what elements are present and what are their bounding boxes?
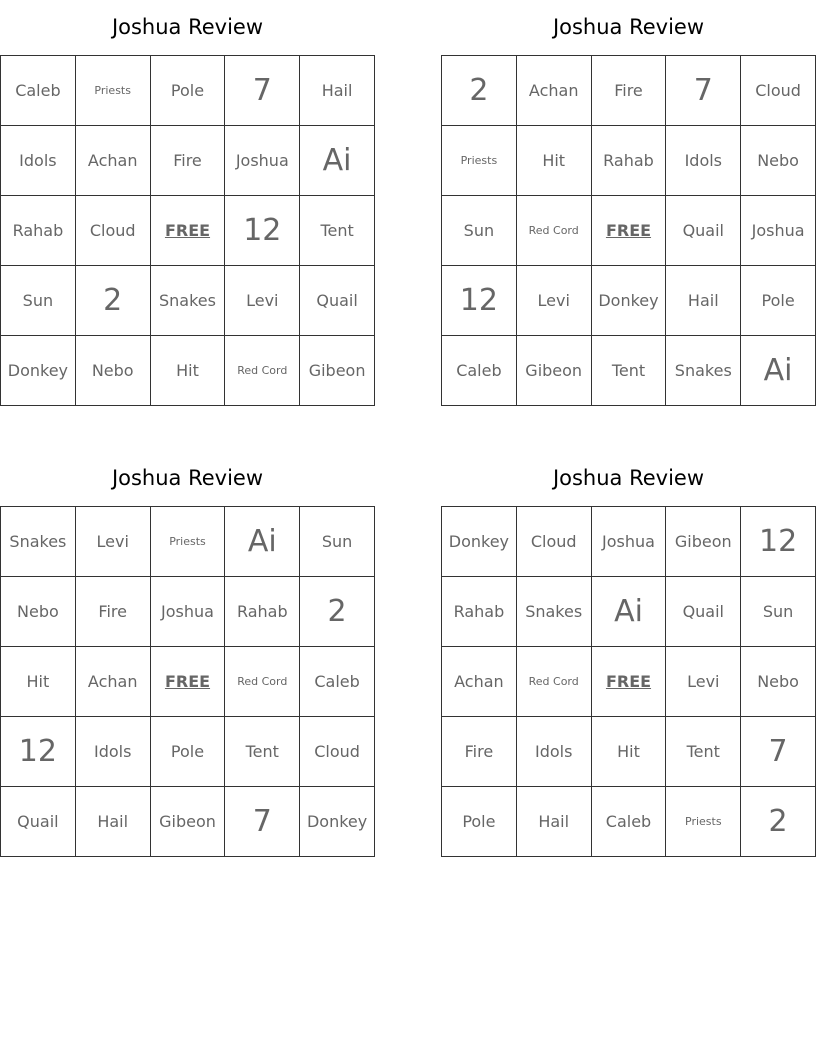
bingo-cell: Cloud — [300, 717, 375, 787]
bingo-cell: Joshua — [741, 196, 816, 266]
bingo-cell: Achan — [76, 126, 151, 196]
bingo-cell: Hit — [151, 336, 226, 406]
bingo-cell: Caleb — [592, 787, 667, 857]
bingo-cell: Cloud — [741, 56, 816, 126]
bingo-cell: Snakes — [517, 577, 592, 647]
bingo-cell: Sun — [442, 196, 517, 266]
bingo-cell: Snakes — [666, 336, 741, 406]
bingo-cell: FREE — [151, 196, 226, 266]
bingo-cell: Sun — [300, 507, 375, 577]
bingo-cell: Cloud — [76, 196, 151, 266]
bingo-cell: Nebo — [741, 647, 816, 717]
bingo-cell: Idols — [1, 126, 76, 196]
bingo-cell: FREE — [592, 196, 667, 266]
bingo-cell: Tent — [300, 196, 375, 266]
bingo-cell: Gibeon — [151, 787, 226, 857]
bingo-grid — [0, 55, 375, 406]
bingo-cell: Rahab — [592, 126, 667, 196]
bingo-cell: Pole — [442, 787, 517, 857]
bingo-cell: Joshua — [151, 577, 226, 647]
card-title: Joshua Review — [552, 15, 705, 39]
bingo-cell: Ai — [225, 507, 300, 577]
bingo-cell: Donkey — [442, 507, 517, 577]
bingo-cell: Priests — [151, 507, 226, 577]
card-title: Joshua Review — [111, 15, 264, 39]
bingo-cell: Caleb — [442, 336, 517, 406]
bingo-cell: Red Cord — [517, 196, 592, 266]
bingo-cell: 7 — [225, 56, 300, 126]
bingo-cell: 2 — [300, 577, 375, 647]
bingo-cell: Pole — [151, 56, 226, 126]
bingo-cell: Hail — [76, 787, 151, 857]
bingo-cell: Pole — [151, 717, 226, 787]
bingo-cell: Joshua — [225, 126, 300, 196]
bingo-cell: Cloud — [517, 507, 592, 577]
bingo-cell: Hail — [300, 56, 375, 126]
bingo-cell: Red Cord — [517, 647, 592, 717]
bingo-cell: Achan — [517, 56, 592, 126]
bingo-cell: Hit — [517, 126, 592, 196]
bingo-cell: Idols — [76, 717, 151, 787]
bingo-cell: Snakes — [151, 266, 226, 336]
bingo-cell: Caleb — [300, 647, 375, 717]
bingo-cell: Rahab — [225, 577, 300, 647]
bingo-cell: Hail — [517, 787, 592, 857]
bingo-cell: Levi — [517, 266, 592, 336]
bingo-cell: FREE — [592, 647, 667, 717]
card-title: Joshua Review — [552, 466, 705, 490]
bingo-cell: Tent — [592, 336, 667, 406]
bingo-cell: Sun — [741, 577, 816, 647]
bingo-cell: Gibeon — [300, 336, 375, 406]
bingo-cell: Quail — [300, 266, 375, 336]
bingo-cell: Gibeon — [666, 507, 741, 577]
bingo-cell: 7 — [741, 717, 816, 787]
bingo-cell: 12 — [442, 266, 517, 336]
bingo-cell: Priests — [442, 126, 517, 196]
bingo-cell: Ai — [592, 577, 667, 647]
bingo-cell: Achan — [76, 647, 151, 717]
bingo-cell: Pole — [741, 266, 816, 336]
bingo-cell: Nebo — [741, 126, 816, 196]
bingo-cell: FREE — [151, 647, 226, 717]
bingo-grid — [441, 506, 816, 857]
bingo-cell: Donkey — [1, 336, 76, 406]
bingo-cell: Caleb — [1, 56, 76, 126]
bingo-cell: Levi — [225, 266, 300, 336]
bingo-cell: Tent — [666, 717, 741, 787]
bingo-cell: Priests — [666, 787, 741, 857]
bingo-cell: Red Cord — [225, 647, 300, 717]
bingo-cell: Tent — [225, 717, 300, 787]
bingo-cell: 7 — [225, 787, 300, 857]
bingo-cell: Fire — [442, 717, 517, 787]
bingo-cell: Joshua — [592, 507, 667, 577]
bingo-cell: Quail — [666, 577, 741, 647]
bingo-cell: Achan — [442, 647, 517, 717]
bingo-cell: Red Cord — [225, 336, 300, 406]
bingo-cell: Gibeon — [517, 336, 592, 406]
bingo-cell: Ai — [741, 336, 816, 406]
bingo-grid — [441, 55, 816, 406]
bingo-cell: Sun — [1, 266, 76, 336]
bingo-cell: Hit — [1, 647, 76, 717]
bingo-cell: Nebo — [76, 336, 151, 406]
bingo-cell: 12 — [1, 717, 76, 787]
bingo-cell: Donkey — [592, 266, 667, 336]
bingo-cell: Quail — [1, 787, 76, 857]
bingo-cell: Ai — [300, 126, 375, 196]
bingo-cell: 2 — [76, 266, 151, 336]
bingo-cell: Idols — [517, 717, 592, 787]
bingo-cell: 2 — [442, 56, 517, 126]
bingo-cell: Fire — [151, 126, 226, 196]
bingo-cell: Fire — [76, 577, 151, 647]
bingo-cell: Quail — [666, 196, 741, 266]
bingo-cell: Levi — [76, 507, 151, 577]
bingo-cell: Idols — [666, 126, 741, 196]
bingo-cell: Hail — [666, 266, 741, 336]
bingo-cell: Rahab — [1, 196, 76, 266]
bingo-cell: 12 — [225, 196, 300, 266]
bingo-cell: Fire — [592, 56, 667, 126]
bingo-cell: 7 — [666, 56, 741, 126]
bingo-cell: 2 — [741, 787, 816, 857]
bingo-cell: Nebo — [1, 577, 76, 647]
bingo-grid — [0, 506, 375, 857]
bingo-cell: Levi — [666, 647, 741, 717]
bingo-cell: Hit — [592, 717, 667, 787]
card-title: Joshua Review — [111, 466, 264, 490]
bingo-cell: Priests — [76, 56, 151, 126]
bingo-cell: 12 — [741, 507, 816, 577]
bingo-cell: Donkey — [300, 787, 375, 857]
bingo-cell: Snakes — [1, 507, 76, 577]
bingo-cell: Rahab — [442, 577, 517, 647]
